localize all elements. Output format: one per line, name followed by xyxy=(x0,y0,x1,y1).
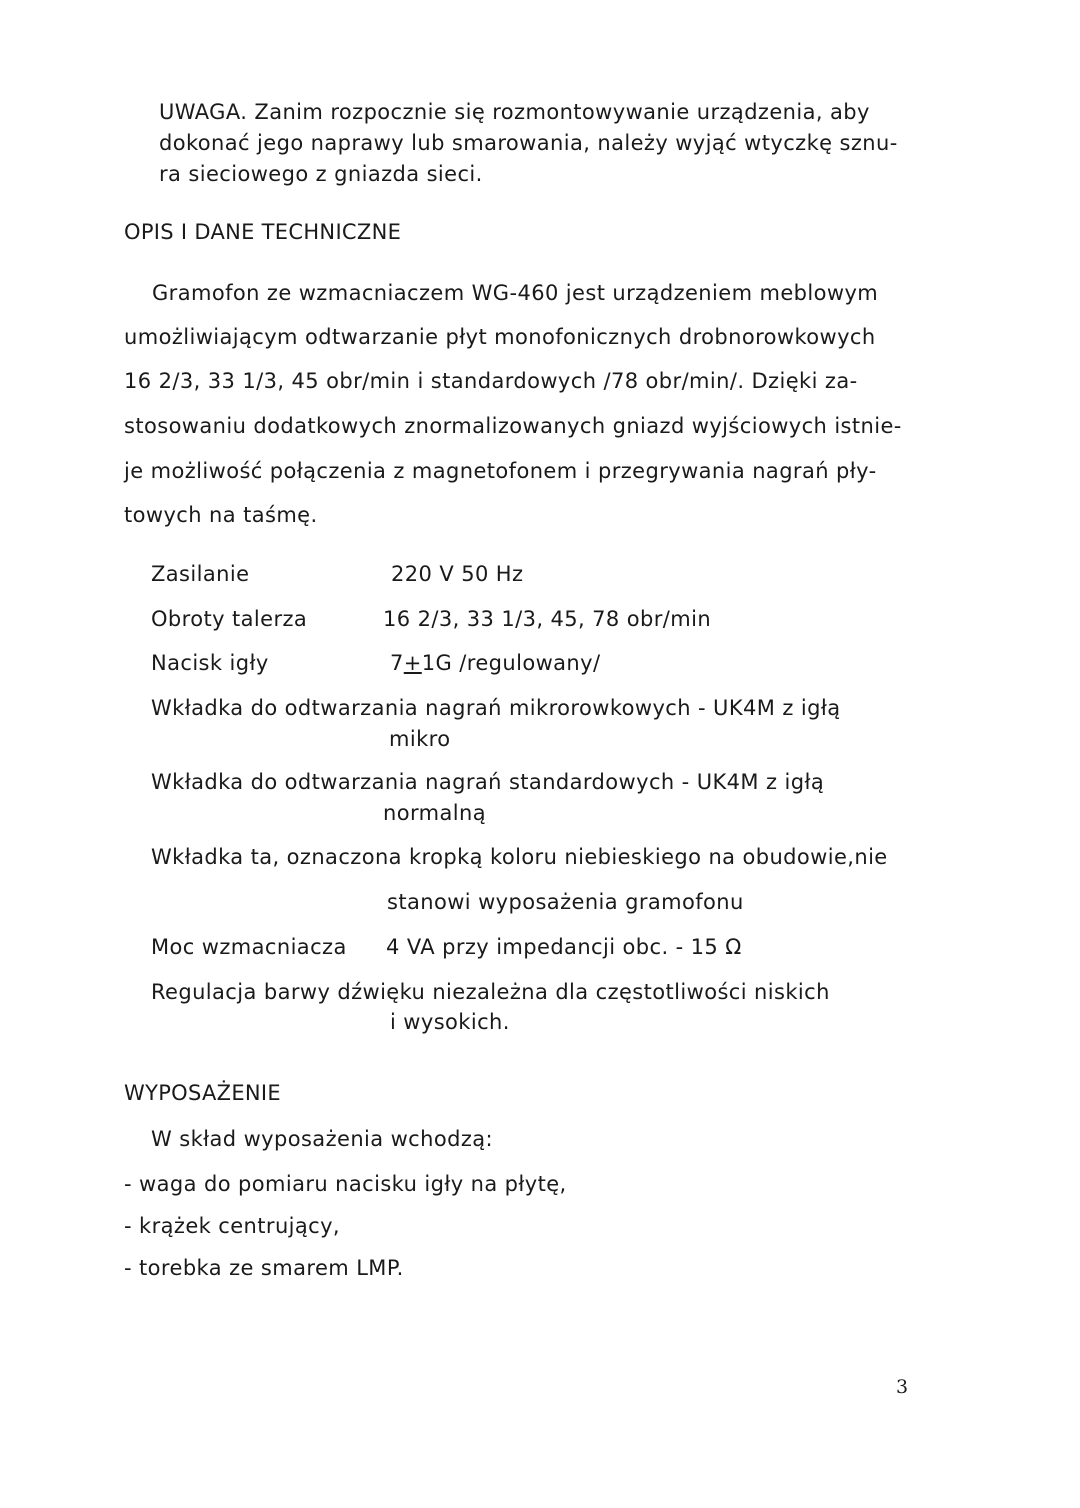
spec-label-needle: Nacisk igły xyxy=(151,651,269,675)
spec-label-power: Moc wzmacniacza xyxy=(151,935,347,959)
needle-value-rest: 1G /regulowany/ xyxy=(421,651,601,675)
paragraph-line: stosowaniu dodatkowych znormalizowanych gniazd wyjściowych istnie- xyxy=(124,414,902,438)
spec-value-supply: 220 V 50 Hz xyxy=(391,562,524,586)
spec-blue-cartridge-note: Wkładka ta, oznaczona kropką koloru niebieskiego na obudowie,nie xyxy=(151,845,888,869)
spec-tone-control-cont: i wysokich. xyxy=(390,1010,510,1034)
warning-line-1: UWAGA. Zanim rozpocznie się rozmontowywanie urządzenia, aby xyxy=(159,100,870,124)
paragraph-line: 16 2/3, 33 1/3, 45 obr/min i standardowych /78 obr/min/. Dzięki za- xyxy=(124,369,858,393)
equipment-intro: W skład wyposażenia wchodzą: xyxy=(151,1127,493,1151)
list-item: - torebka ze smarem LMP. xyxy=(124,1256,404,1280)
spec-micro-cartridge: Wkładka do odtwarzania nagrań mikrorowkowych - UK4M z igłą xyxy=(151,696,841,720)
plus-minus-sign: + xyxy=(403,651,422,675)
spec-standard-cartridge: Wkładka do odtwarzania nagrań standardowych - UK4M z igłą xyxy=(151,770,825,794)
paragraph-line: Gramofon ze wzmacniaczem WG-460 jest urządzeniem meblowym xyxy=(152,281,879,305)
paragraph-line: je możliwość połączenia z magnetofonem i przegrywania nagrań pły- xyxy=(124,459,877,483)
paragraph-line: umożliwiającym odtwarzanie płyt monofonicznych drobnorowkowych xyxy=(124,325,876,349)
paragraph-line: towych na taśmę. xyxy=(124,503,318,527)
warning-line-2: dokonać jego naprawy lub smarowania, należy wyjąć wtyczkę sznu- xyxy=(159,131,898,155)
spec-blue-cartridge-note-cont: stanowi wyposażenia gramofonu xyxy=(387,890,744,914)
spec-label-rpm: Obroty talerza xyxy=(151,607,308,631)
spec-value-needle xyxy=(390,651,600,675)
spec-standard-cartridge-cont: normalną xyxy=(383,801,486,825)
list-item: - waga do pomiaru nacisku igły na płytę, xyxy=(124,1172,567,1196)
needle-value-base: 7 xyxy=(390,651,404,675)
spec-micro-cartridge-cont: mikro xyxy=(389,727,451,751)
warning-line-3: ra sieciowego z gniazda sieci. xyxy=(159,162,483,186)
spec-tone-control: Regulacja barwy dźwięku niezależna dla częstotliwości niskich xyxy=(151,980,830,1004)
section-heading-equipment: WYPOSAŻENIE xyxy=(124,1081,281,1105)
list-item: - krążek centrujący, xyxy=(124,1214,341,1238)
spec-value-rpm: 16 2/3, 33 1/3, 45, 78 obr/min xyxy=(383,607,712,631)
spec-value-power: 4 VA przy impedancji obc. - 15 Ω xyxy=(386,935,742,959)
page-number: 3 xyxy=(896,1376,909,1398)
spec-label-supply: Zasilanie xyxy=(151,562,250,586)
section-heading-description: OPIS I DANE TECHNICZNE xyxy=(124,220,402,244)
